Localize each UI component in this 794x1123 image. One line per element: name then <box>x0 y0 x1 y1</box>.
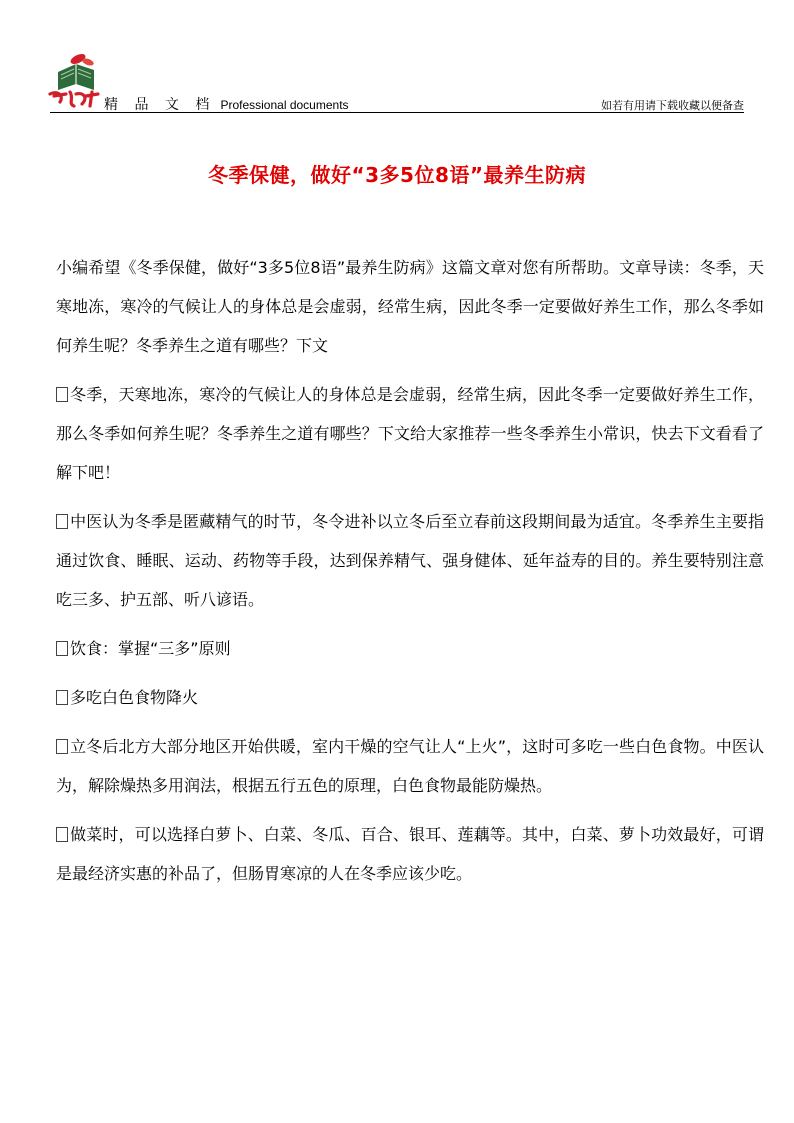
brand-english: Professional documents <box>220 98 349 112</box>
header-brand <box>104 94 349 114</box>
paragraph <box>56 502 764 619</box>
paragraph <box>56 815 764 893</box>
page-header <box>0 0 794 115</box>
document-title: 冬季保健，做好“3多5位8语”最养生防病 <box>207 163 587 187</box>
paragraph-text: 小编希望《冬季保健，做好“3多5位8语”最养生防病》这篇文章对您有所帮助。文章导读：冬季，天寒地冻，寒冷的气候让人的身体总是会虚弱，经常生病，因此冬季一定要做好养生工作，那么冬季如何养生呢？冬季养生之道有哪些？下文 <box>56 258 764 355</box>
missing-glyph-box-icon <box>56 387 68 402</box>
paragraph-text: 冬季，天寒地冻，寒冷的气候让人的身体总是会虚弱，经常生病，因此冬季一定要做好养生工作，那么冬季如何养生呢？冬季养生之道有哪些？下文给大家推荐一些冬季养生小常识，快去下文看看了解下吧！ <box>56 385 764 482</box>
paragraph <box>56 375 764 492</box>
missing-glyph-box-icon <box>56 690 68 705</box>
paragraph-text: 立冬后北方大部分地区开始供暖，室内干燥的空气让人“上火”，这时可多吃一些白色食物。中医认为，解除燥热多用润法，根据五行五色的原理，白色食物最能防燥热。 <box>56 737 764 795</box>
header-note: 如若有用请下载收藏以便备查 <box>601 99 744 112</box>
missing-glyph-box-icon <box>56 641 68 656</box>
paragraph-text: 多吃白色食物降火 <box>70 688 199 707</box>
brand-chinese: 精 品 文 档 <box>104 97 216 113</box>
paragraph-text: 饮食：掌握“三多”原则 <box>70 639 231 658</box>
document-body <box>56 248 764 903</box>
paragraph-text: 中医认为冬季是匿藏精气的时节，冬令进补以立冬后至立春前这段期间最为适宜。冬季养生主要指通过饮食、睡眠、运动、药物等手段，达到保养精气、强身健体、延年益寿的目的。养生要特别注意吃三多、护五部、听八谚语。 <box>56 512 764 609</box>
logo <box>48 50 102 108</box>
paragraph <box>56 629 764 668</box>
paragraph <box>56 727 764 805</box>
paragraph <box>56 678 764 717</box>
missing-glyph-box-icon <box>56 827 68 842</box>
header-divider <box>50 112 744 113</box>
book-logo-icon <box>48 50 102 108</box>
missing-glyph-box-icon <box>56 739 68 754</box>
paragraph <box>56 248 764 365</box>
paragraph-text: 做菜时，可以选择白萝卜、白菜、冬瓜、百合、银耳、莲藕等。其中，白菜、萝卜功效最好，可谓是最经济实惠的补品了，但肠胃寒凉的人在冬季应该少吃。 <box>56 825 764 883</box>
missing-glyph-box-icon <box>56 514 68 529</box>
